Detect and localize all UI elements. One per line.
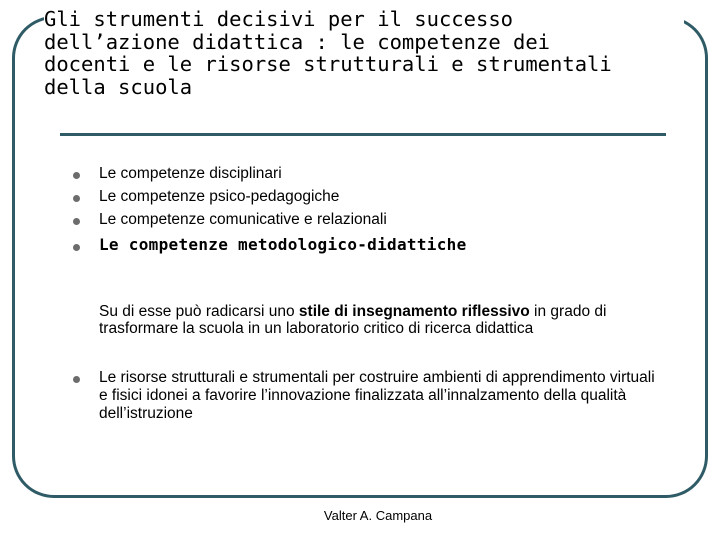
bullet-dot-icon <box>73 244 80 251</box>
bullet-text: Le competenze comunicative e relazionali <box>99 211 387 228</box>
title-divider <box>60 133 666 136</box>
bullet-item <box>99 165 659 183</box>
bullet-item <box>99 188 659 206</box>
bullet-text: Le competenze metodologico-didattiche <box>99 235 467 254</box>
note-emphasis: stile di insegnamento riflessivo <box>298 302 530 320</box>
bullet-dot-icon <box>73 376 80 383</box>
bullet-item <box>99 211 659 229</box>
bullet-dot-icon <box>73 172 80 179</box>
bullet-text: Le competenze psico-pedagogiche <box>99 188 340 205</box>
slide-title: Gli strumenti decisivi per il successo dell’azione didattica : le competenze dei docenti e le risorse strutturali e strumentali della scuola <box>44 8 684 98</box>
note-rest: in grado di trasformare la scuola in un laboratorio critico di ricerca didattica <box>99 302 607 337</box>
note-lead: Su di esse può radicarsi uno <box>99 302 299 320</box>
bullet-text: Le competenze disciplinari <box>99 165 282 182</box>
reflective-teaching-note <box>99 303 659 338</box>
bullet-item <box>99 236 659 254</box>
bullet-dot-icon <box>73 195 80 202</box>
bullet-item <box>99 369 659 423</box>
bullet-text: Le risorse strutturali e strumentali per costruire ambienti di apprendimento virtuali e fisici idonei a favorire l’innovazione finalizzata all’innalzamento della qualità dell’istruzione <box>99 369 655 422</box>
bullet-dot-icon <box>73 218 80 225</box>
author-footer: Valter A. Campana <box>323 508 433 523</box>
